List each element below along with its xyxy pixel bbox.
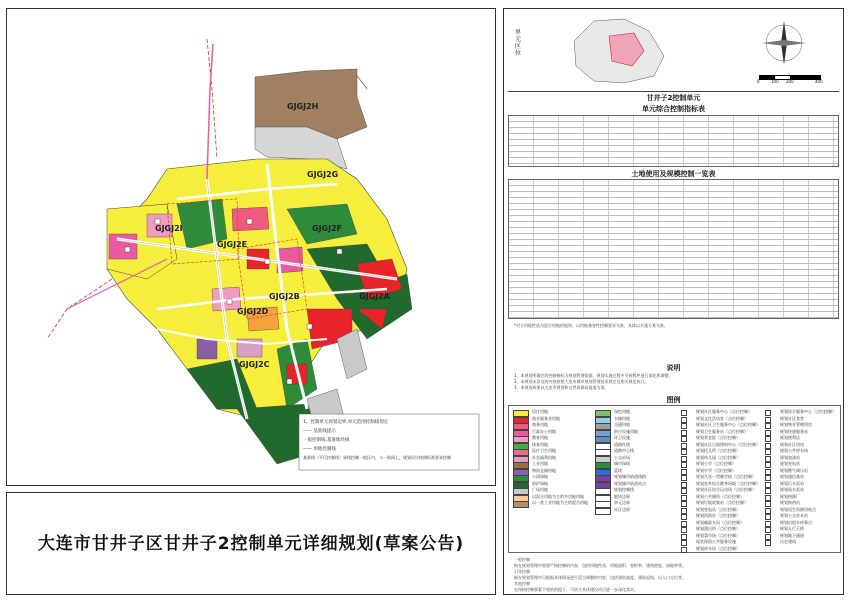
scale-tick-2: 200 (786, 79, 794, 84)
legend-label: 以一类工业用地为主的混合用地 (532, 500, 588, 505)
scale-bar (759, 75, 829, 87)
landuse-table-title: 土地使用及规模控制一览表 (631, 170, 716, 178)
legend-label: 绿色用地 (614, 409, 630, 414)
legend-label: 规划城市轨道站点 (614, 480, 646, 486)
legend-label: 规划菜市场（点位控制） (696, 532, 740, 538)
legend-swatch (681, 488, 687, 494)
legend-label: 规划综合服务中心（点位控制） (780, 409, 836, 414)
legend-label: 商业服务业用地 (532, 415, 560, 421)
zone-label-2e: GJGJ2E (217, 240, 248, 249)
unit-name: 甘井子2控制单元 (646, 94, 701, 102)
legend-label: 历史建筑 (780, 539, 796, 544)
legend-label: 规划变电站（点位控制） (696, 506, 740, 512)
zone-label-2a: GJGJ2A (359, 292, 390, 301)
legend-label: 公园绿地 (532, 474, 548, 479)
legend-swatch (681, 534, 687, 540)
legend-swatch (681, 410, 687, 416)
legend-label: 道路红线 (614, 441, 630, 447)
legend-label: 社会福利用地 (532, 454, 556, 460)
legend-swatch (681, 443, 687, 449)
legend-label: 规划文化活动室（点位控制） (696, 415, 748, 421)
legend-label: 规划公共停车场 (780, 448, 808, 453)
footer-notes: 一般控制 指在规划管理中需要严格控制的内容，包括用地性质、用地面积、容积率、建筑密度、绿地率等。 引导控制 指在规划管理中可根据具体情况进行适当调整的内容，包括建筑高度、建筑退线、出入口方位等。 其他控制 在保持控制要素不变的前提下，可结合具体建设项目进一步深化落实。 (514, 557, 686, 592)
legend-label: 工业用地 (532, 461, 548, 466)
svg-text:1、控制单元规划边界,单元范围控制线划定: 1、控制单元规划边界,单元范围控制线划定 (303, 420, 389, 425)
location-section (504, 9, 843, 91)
legend-swatch (595, 508, 611, 515)
legend-swatch (681, 417, 687, 423)
legend-label: 规划城市轨道线路 (614, 474, 646, 479)
legend-label: 物流仓储用地 (532, 467, 556, 473)
legend-label: 规划九年一贯制学校（点位控制） (696, 474, 756, 479)
scale-tick-1: 100 (771, 79, 779, 84)
legend-swatch (513, 501, 529, 508)
zone-label-2g: GJGJ2G (307, 170, 339, 179)
legend-swatch (681, 449, 687, 455)
legend-swatch (765, 527, 771, 533)
legend-swatch (681, 514, 687, 520)
legend-label: 规划充电站 (780, 461, 800, 466)
legend-label: 规划人行天桥 (780, 526, 804, 531)
legend-swatch (765, 436, 771, 442)
legend-label: 规划小学（点位控制） (696, 461, 736, 466)
legend-swatch (765, 540, 771, 546)
legend-label: 规划换热站 (780, 500, 800, 505)
legend-swatch (681, 521, 687, 527)
legend-label: 规划地下通道 (780, 532, 804, 538)
legend-swatch (765, 534, 771, 540)
legend-swatch (765, 456, 771, 462)
map-panel (6, 8, 496, 486)
legend-label: 规划托儿所（点位控制） (696, 448, 740, 453)
legend-label: 体育用地 (532, 441, 548, 447)
scale-tick-3: 400 (815, 79, 823, 84)
legend-swatch (765, 501, 771, 507)
legend-label: 规划养老院（点位控制） (696, 435, 740, 440)
legend-label: 规划雨水泵站 (780, 487, 804, 492)
legend-label: 规划派出所（点位控制） (696, 526, 740, 531)
legend-label: 水域用地 (614, 415, 630, 421)
legend-label: 规划公交首末站 (780, 513, 808, 518)
legend-label: 社区边界 (614, 506, 630, 512)
legend-swatch (765, 475, 771, 481)
scale-tick-0: 0 (757, 79, 760, 84)
legend-swatch (765, 488, 771, 494)
legend-label: 蓝线 (614, 467, 622, 473)
legend-label: 规划便利店 (780, 435, 800, 440)
legend-swatch (765, 514, 771, 520)
indicator-table-title: 单元综合控制指标表 (642, 105, 705, 113)
legend-label: 教育用地 (532, 435, 548, 440)
legend-label: 广场用地 (532, 487, 548, 492)
legend-label: 规划社区服务中心（点位控制） (696, 409, 752, 414)
zone-label-2d: GJGJ2D (237, 307, 269, 316)
legend-swatch (765, 495, 771, 501)
location-minimap (554, 11, 704, 89)
zone-label-2b: GJGJ2B (269, 292, 300, 301)
legend-label: 现状保留公共服务设施 (696, 539, 736, 544)
indicator-table (508, 115, 839, 167)
legend-label: 商务用地 (532, 422, 548, 427)
legend-label: 规划邮政支局（点位控制） (696, 519, 744, 525)
legend-label: 规划控制线 (614, 487, 634, 492)
legend-label: 规划中学（点位控制） (696, 467, 736, 473)
zone-label-2f: GJGJ2F (312, 224, 343, 233)
legend-label: 规划社区日间照料中心（点位控制） (696, 441, 760, 447)
legend-label: 居住用地 (532, 409, 548, 414)
legend-swatch (765, 430, 771, 436)
side-panel (503, 8, 844, 595)
legend-swatch (765, 423, 771, 429)
legend-label: 规划物业管理用房 (780, 422, 812, 427)
legend-swatch (765, 508, 771, 514)
svg-text:基准线（平行控制线）界线控制一般区内，与一致同上，规划设计按: 基准线（平行控制线）界线控制一般区内，与一致同上，规划设计按照标准要求控制 (303, 455, 451, 460)
legend-label: 规划消防站（点位控制） (696, 513, 740, 518)
legend-label: 行政办公用地 (532, 428, 556, 434)
svg-text:—— 用地控制线: —— 用地控制线 (303, 447, 336, 452)
legend-label: 以混合用地为主的多功能用地 (532, 493, 584, 499)
zone-label-2c: GJGJ2C (239, 360, 270, 369)
legend-swatch (681, 423, 687, 429)
legend-swatch (765, 482, 771, 488)
explanation-title: 说明 (666, 364, 681, 372)
legend-swatch (681, 482, 687, 488)
legend-label: 规划社区综合运动场（点位控制） (696, 487, 756, 492)
legend-swatch (681, 495, 687, 501)
legend-swatch (681, 475, 687, 481)
legend-label: 交通用地 (614, 422, 630, 427)
legend-swatch (681, 436, 687, 442)
landuse-table (508, 179, 839, 319)
legend-label: 单元边界 (614, 500, 630, 505)
legend-title: 图例 (666, 396, 681, 404)
legend-swatch (765, 417, 771, 423)
explanation-notes: 1、本规划所确定的控制指标为规划管理依据，规划实施过程中可按程序进行深化和调整。 2、本规划未涉及的内容按照大连市城市规划管理技术规定及相关规范执行。 3、本规划成果以大连市规划和自然资源局批准为准。 (514, 373, 673, 390)
legend-label: 规划社区食堂 (780, 415, 804, 421)
legend-swatch (765, 410, 771, 416)
legend-label: 规划快递服务站 (780, 428, 808, 434)
legend-label: 规划室外综合健身场地（点位控制） (696, 480, 760, 486)
legend-swatch (681, 527, 687, 533)
legend-swatch (765, 443, 771, 449)
legend-label: 规划热源厂 (780, 493, 800, 499)
legend-label: 公交站场 (614, 454, 630, 460)
legend-label: 规划污水泵站 (780, 480, 804, 486)
compass-rose (754, 13, 814, 73)
legend-swatch (681, 501, 687, 507)
land-use-map[interactable] (7, 9, 495, 485)
legend-label: 规划出租车停靠点 (780, 519, 812, 525)
svg-text:一般控制线,基准地块线: 一般控制线,基准地块线 (303, 438, 350, 443)
svg-text:—— 基准线提示: —— 基准线提示 (303, 429, 336, 434)
legend-label: 规划加油站 (780, 454, 800, 460)
page-title: 大连市甘井子区甘井子2控制单元详细规划(草案公告) (37, 534, 465, 554)
legend (508, 405, 841, 553)
legend-label: 规划燃气调压站 (780, 467, 808, 473)
legend-label: 供应设施用地 (614, 428, 638, 434)
legend-label: 规划幼儿园（点位控制） (696, 454, 740, 460)
legend-label: 医疗卫生用地 (532, 448, 556, 453)
legend-swatch (765, 469, 771, 475)
legend-label: 规划通信基站 (780, 474, 804, 479)
title-panel (6, 492, 496, 595)
legend-swatch (681, 462, 687, 468)
legend-swatch (765, 449, 771, 455)
zone-label-2h: GJGJ2H (287, 102, 319, 111)
legend-label: 规划社区用房 (780, 441, 804, 447)
legend-swatch (765, 462, 771, 468)
legend-label: 规划卫生服务站（点位控制） (696, 428, 748, 434)
legend-label: 道路中心线 (614, 448, 634, 453)
legend-swatch (681, 540, 687, 546)
legend-label: 环卫设施 (614, 435, 630, 440)
table-notes: *对于用地性质为混合用地的地块，以用地兼容性控制要求为准，具体以实施方案为准。 (514, 323, 668, 328)
legend-label: 规划社区卫生服务中心（点位控制） (696, 422, 760, 427)
location-label: 单元区位 (514, 29, 521, 57)
legend-label: 地块边界 (614, 493, 630, 499)
zone-label-2i: GJGJ2I (155, 224, 183, 233)
legend-swatch (681, 456, 687, 462)
legend-swatch (681, 508, 687, 514)
legend-label: 规划停车场（点位控制） (696, 545, 740, 551)
legend-swatch (681, 430, 687, 436)
map-notes (299, 414, 479, 470)
legend-label: 防护绿地 (532, 480, 548, 486)
legend-swatch (765, 521, 771, 527)
legend-label: 规划再生资源回收点 (780, 506, 816, 512)
legend-swatch (681, 547, 687, 553)
legend-label: 规划垃圾收集站（点位控制） (696, 500, 748, 505)
legend-label: 规划公共厕所（点位控制） (696, 493, 744, 499)
legend-swatch (681, 469, 687, 475)
legend-label: 城市绿线 (614, 461, 630, 466)
